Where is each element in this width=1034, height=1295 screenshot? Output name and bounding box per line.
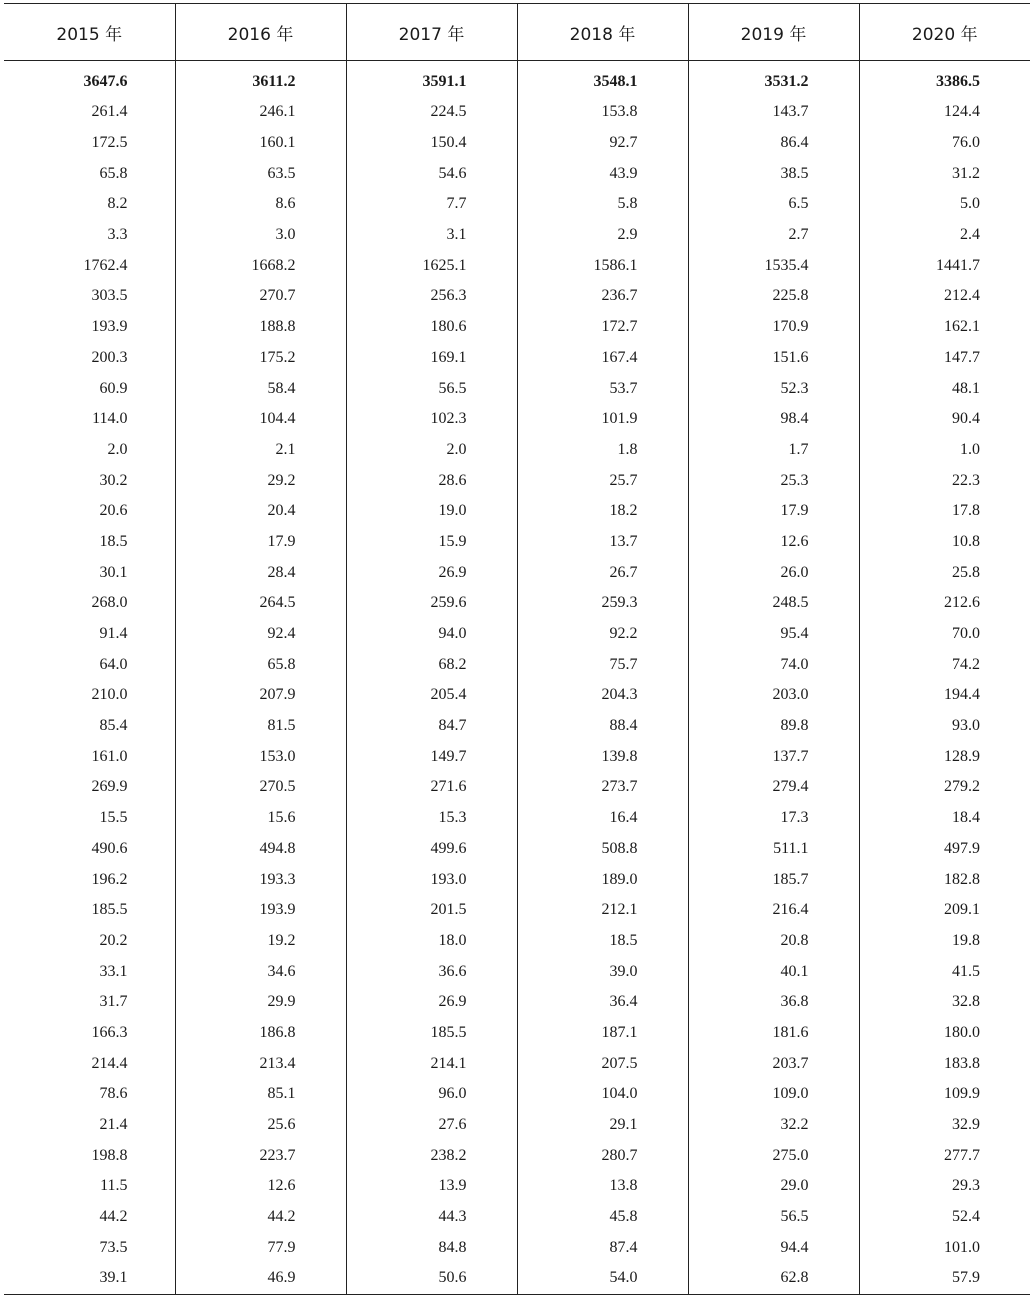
table-cell: 91.4 bbox=[99, 625, 128, 643]
table-cell: 76.0 bbox=[859, 128, 1030, 159]
table-cell: 18.4 bbox=[859, 803, 1030, 834]
table-cell: 172.7 bbox=[517, 312, 688, 343]
table-cell: 41.5 bbox=[859, 956, 1030, 987]
table-cell: 13.8 bbox=[517, 1171, 688, 1202]
table-cell: 17.8 bbox=[859, 496, 1030, 527]
table-cell: 2.1 bbox=[175, 435, 346, 466]
table-cell: 214.1 bbox=[346, 1048, 517, 1079]
table-cell: 188.8 bbox=[175, 312, 346, 343]
table-cell: 2.7 bbox=[688, 220, 859, 251]
table-cell: 204.3 bbox=[517, 680, 688, 711]
table-cell: 25.7 bbox=[517, 465, 688, 496]
header-row bbox=[4, 4, 1030, 61]
table-cell: 279.2 bbox=[859, 772, 1030, 803]
table-cell: 1.8 bbox=[517, 435, 688, 466]
table-cell: 3647.6 bbox=[83, 73, 128, 90]
table-row bbox=[4, 1048, 1030, 1079]
table-cell: 54.6 bbox=[346, 158, 517, 189]
table-cell: 1.0 bbox=[859, 435, 1030, 466]
table-cell: 16.4 bbox=[517, 803, 688, 834]
table-row bbox=[4, 1171, 1030, 1202]
table-cell: 494.8 bbox=[175, 834, 346, 865]
table-cell: 189.0 bbox=[517, 864, 688, 895]
table-cell: 3548.1 bbox=[517, 61, 688, 98]
table-cell: 128.9 bbox=[859, 741, 1030, 772]
table-row bbox=[4, 220, 1030, 251]
table-cell: 213.4 bbox=[175, 1048, 346, 1079]
table-cell: 303.5 bbox=[91, 287, 128, 305]
table-cell: 13.7 bbox=[517, 527, 688, 558]
table-row bbox=[4, 987, 1030, 1018]
table-cell: 36.8 bbox=[688, 987, 859, 1018]
table-cell: 98.4 bbox=[688, 404, 859, 435]
table-cell: 269.9 bbox=[91, 778, 128, 796]
table-row bbox=[4, 465, 1030, 496]
table-cell: 92.7 bbox=[517, 128, 688, 159]
table-cell: 18.2 bbox=[517, 496, 688, 527]
table-row bbox=[4, 588, 1030, 619]
table-cell: 5.8 bbox=[517, 189, 688, 220]
table-cell: 36.4 bbox=[517, 987, 688, 1018]
table-cell: 270.7 bbox=[175, 281, 346, 312]
table-cell: 193.0 bbox=[346, 864, 517, 895]
table-cell: 32.2 bbox=[688, 1110, 859, 1141]
table-cell: 52.4 bbox=[859, 1202, 1030, 1233]
table-cell: 102.3 bbox=[346, 404, 517, 435]
table-cell: 19.0 bbox=[346, 496, 517, 527]
table-cell: 45.8 bbox=[517, 1202, 688, 1233]
table-cell: 2.9 bbox=[517, 220, 688, 251]
table-cell: 20.8 bbox=[688, 926, 859, 957]
table-cell: 109.0 bbox=[688, 1079, 859, 1110]
table-cell: 84.7 bbox=[346, 711, 517, 742]
table-cell: 3591.1 bbox=[346, 61, 517, 98]
table-cell: 36.6 bbox=[346, 956, 517, 987]
table-cell: 30.1 bbox=[99, 563, 128, 581]
table-cell: 180.0 bbox=[859, 1018, 1030, 1049]
table-cell: 264.5 bbox=[175, 588, 346, 619]
table-cell: 162.1 bbox=[859, 312, 1030, 343]
table-cell: 490.6 bbox=[91, 839, 128, 857]
table-cell: 210.0 bbox=[91, 686, 128, 704]
table-cell: 1668.2 bbox=[175, 250, 346, 281]
table-cell: 124.4 bbox=[859, 97, 1030, 128]
table-cell: 28.6 bbox=[346, 465, 517, 496]
table-cell: 277.7 bbox=[859, 1140, 1030, 1171]
table-cell: 205.4 bbox=[346, 680, 517, 711]
column-header-5: 2020 年 bbox=[859, 4, 1030, 61]
table-cell: 114.0 bbox=[92, 410, 128, 428]
table-cell: 30.2 bbox=[99, 471, 128, 489]
table-cell: 85.4 bbox=[99, 717, 128, 735]
table-cell: 1535.4 bbox=[688, 250, 859, 281]
table-cell: 200.3 bbox=[91, 348, 128, 366]
column-header-4: 2019 年 bbox=[688, 4, 859, 61]
table-cell: 193.9 bbox=[91, 318, 128, 336]
table-cell: 139.8 bbox=[517, 741, 688, 772]
table-cell: 73.5 bbox=[99, 1238, 128, 1256]
table-cell: 212.4 bbox=[859, 281, 1030, 312]
table-row bbox=[4, 373, 1030, 404]
table-cell: 29.9 bbox=[175, 987, 346, 1018]
table-cell: 104.4 bbox=[175, 404, 346, 435]
table-cell: 101.0 bbox=[859, 1232, 1030, 1263]
table-cell: 52.3 bbox=[688, 373, 859, 404]
table-row bbox=[4, 1110, 1030, 1141]
table-cell: 259.3 bbox=[517, 588, 688, 619]
table-cell: 161.0 bbox=[91, 747, 128, 765]
table-row bbox=[4, 619, 1030, 650]
table-cell: 147.7 bbox=[859, 343, 1030, 374]
table-cell: 169.1 bbox=[346, 343, 517, 374]
table-cell: 13.9 bbox=[346, 1171, 517, 1202]
table-cell: 167.4 bbox=[517, 343, 688, 374]
table-cell: 280.7 bbox=[517, 1140, 688, 1171]
table-cell: 153.0 bbox=[175, 741, 346, 772]
table-row bbox=[4, 250, 1030, 281]
table-cell: 17.9 bbox=[175, 527, 346, 558]
table-cell: 225.8 bbox=[688, 281, 859, 312]
table-cell: 74.2 bbox=[859, 649, 1030, 680]
table-cell: 88.4 bbox=[517, 711, 688, 742]
table-cell: 193.9 bbox=[175, 895, 346, 926]
table-cell: 15.9 bbox=[346, 527, 517, 558]
table-cell: 268.0 bbox=[91, 594, 128, 612]
table-cell: 137.7 bbox=[688, 741, 859, 772]
table-cell: 68.2 bbox=[346, 649, 517, 680]
table-cell: 64.0 bbox=[99, 655, 128, 673]
table-cell: 2.4 bbox=[859, 220, 1030, 251]
table-cell: 246.1 bbox=[175, 97, 346, 128]
column-header-2: 2017 年 bbox=[346, 4, 517, 61]
table-cell: 6.5 bbox=[688, 189, 859, 220]
table-cell: 170.9 bbox=[688, 312, 859, 343]
table-row bbox=[4, 97, 1030, 128]
table-cell: 17.3 bbox=[688, 803, 859, 834]
table-row bbox=[4, 1079, 1030, 1110]
table-cell: 65.8 bbox=[99, 164, 128, 182]
table-cell: 81.5 bbox=[175, 711, 346, 742]
table-cell: 508.8 bbox=[517, 834, 688, 865]
table-cell: 150.4 bbox=[346, 128, 517, 159]
table-cell: 62.8 bbox=[688, 1263, 859, 1294]
table-cell: 511.1 bbox=[688, 834, 859, 865]
table-cell: 29.3 bbox=[859, 1171, 1030, 1202]
table-cell: 109.9 bbox=[859, 1079, 1030, 1110]
table-cell: 78.6 bbox=[99, 1085, 128, 1103]
table-cell: 25.8 bbox=[859, 557, 1030, 588]
table-cell: 29.1 bbox=[517, 1110, 688, 1141]
table-cell: 166.3 bbox=[91, 1023, 128, 1041]
table-cell: 31.7 bbox=[99, 993, 128, 1011]
table-cell: 207.9 bbox=[175, 680, 346, 711]
table-cell: 8.2 bbox=[107, 195, 128, 213]
table-cell: 224.5 bbox=[346, 97, 517, 128]
table-cell: 270.5 bbox=[175, 772, 346, 803]
table-cell: 46.9 bbox=[175, 1263, 346, 1294]
table-cell: 273.7 bbox=[517, 772, 688, 803]
table-cell: 499.6 bbox=[346, 834, 517, 865]
table-row bbox=[4, 343, 1030, 374]
table-cell: 65.8 bbox=[175, 649, 346, 680]
table-cell: 19.2 bbox=[175, 926, 346, 957]
table-cell: 21.4 bbox=[99, 1116, 128, 1134]
table-row bbox=[4, 404, 1030, 435]
column-header-0: 2015 年 bbox=[4, 4, 175, 61]
table-cell: 96.0 bbox=[346, 1079, 517, 1110]
table-row bbox=[4, 834, 1030, 865]
table-cell: 19.8 bbox=[859, 926, 1030, 957]
table-cell: 29.0 bbox=[688, 1171, 859, 1202]
table-cell: 50.6 bbox=[346, 1263, 517, 1294]
table-cell: 261.4 bbox=[91, 103, 128, 121]
table-cell: 20.6 bbox=[99, 502, 128, 520]
table-cell: 70.0 bbox=[859, 619, 1030, 650]
table-cell: 183.8 bbox=[859, 1048, 1030, 1079]
table-cell: 39.0 bbox=[517, 956, 688, 987]
table-cell: 1625.1 bbox=[346, 250, 517, 281]
table-cell: 28.4 bbox=[175, 557, 346, 588]
table-cell: 194.4 bbox=[859, 680, 1030, 711]
table-cell: 26.7 bbox=[517, 557, 688, 588]
table-row bbox=[4, 312, 1030, 343]
table-row bbox=[4, 1232, 1030, 1263]
table-cell: 1586.1 bbox=[517, 250, 688, 281]
table-cell: 3.0 bbox=[175, 220, 346, 251]
table-cell: 3.1 bbox=[346, 220, 517, 251]
table-cell: 3611.2 bbox=[175, 61, 346, 98]
table-cell: 93.0 bbox=[859, 711, 1030, 742]
table-row bbox=[4, 61, 1030, 98]
column-header-1: 2016 年 bbox=[175, 4, 346, 61]
table-cell: 238.2 bbox=[346, 1140, 517, 1171]
table-cell: 39.1 bbox=[4, 1263, 175, 1294]
table-row bbox=[4, 956, 1030, 987]
table-cell: 198.8 bbox=[91, 1146, 128, 1164]
table-cell: 48.1 bbox=[859, 373, 1030, 404]
table-cell: 187.1 bbox=[517, 1018, 688, 1049]
table-cell: 193.3 bbox=[175, 864, 346, 895]
statistics-table bbox=[4, 3, 1030, 1295]
table-cell: 1441.7 bbox=[859, 250, 1030, 281]
table-row bbox=[4, 496, 1030, 527]
table-cell: 95.4 bbox=[688, 619, 859, 650]
table-cell: 196.2 bbox=[91, 870, 128, 888]
table-cell: 44.2 bbox=[99, 1208, 128, 1226]
table-cell: 75.7 bbox=[517, 649, 688, 680]
table-cell: 86.4 bbox=[688, 128, 859, 159]
table-row bbox=[4, 1140, 1030, 1171]
table-cell: 12.6 bbox=[175, 1171, 346, 1202]
table-cell: 101.9 bbox=[517, 404, 688, 435]
table-cell: 89.8 bbox=[688, 711, 859, 742]
table-cell: 1762.4 bbox=[83, 256, 128, 274]
table-cell: 18.5 bbox=[99, 532, 128, 550]
table-cell: 186.8 bbox=[175, 1018, 346, 1049]
table-row bbox=[4, 128, 1030, 159]
table-cell: 209.1 bbox=[859, 895, 1030, 926]
table-cell: 15.3 bbox=[346, 803, 517, 834]
table-row bbox=[4, 711, 1030, 742]
table-cell: 497.9 bbox=[859, 834, 1030, 865]
table-cell: 32.8 bbox=[859, 987, 1030, 1018]
table-cell: 18.0 bbox=[346, 926, 517, 957]
table-row bbox=[4, 281, 1030, 312]
table-cell: 25.6 bbox=[175, 1110, 346, 1141]
table-cell: 279.4 bbox=[688, 772, 859, 803]
table-cell: 92.2 bbox=[517, 619, 688, 650]
table-cell: 87.4 bbox=[517, 1232, 688, 1263]
table-cell: 84.8 bbox=[346, 1232, 517, 1263]
table-cell: 181.6 bbox=[688, 1018, 859, 1049]
table-cell: 44.2 bbox=[175, 1202, 346, 1233]
table-cell: 236.7 bbox=[517, 281, 688, 312]
table-cell: 15.6 bbox=[175, 803, 346, 834]
table-cell: 151.6 bbox=[688, 343, 859, 374]
table-cell: 26.9 bbox=[346, 987, 517, 1018]
table-cell: 44.3 bbox=[346, 1202, 517, 1233]
table-cell: 160.1 bbox=[175, 128, 346, 159]
table-cell: 149.7 bbox=[346, 741, 517, 772]
table-cell: 38.5 bbox=[688, 158, 859, 189]
table-row bbox=[4, 435, 1030, 466]
table-cell: 180.6 bbox=[346, 312, 517, 343]
table-cell: 10.8 bbox=[859, 527, 1030, 558]
table-cell: 143.7 bbox=[688, 97, 859, 128]
table-cell: 223.7 bbox=[175, 1140, 346, 1171]
table-cell: 26.9 bbox=[346, 557, 517, 588]
table-cell: 15.5 bbox=[99, 809, 128, 827]
table-cell: 248.5 bbox=[688, 588, 859, 619]
table-cell: 203.7 bbox=[688, 1048, 859, 1079]
table-body bbox=[4, 61, 1030, 1295]
table-cell: 5.0 bbox=[859, 189, 1030, 220]
table-cell: 2.0 bbox=[346, 435, 517, 466]
table-cell: 56.5 bbox=[346, 373, 517, 404]
table-cell: 94.0 bbox=[346, 619, 517, 650]
table-cell: 3386.5 bbox=[859, 61, 1030, 98]
table-cell: 271.6 bbox=[346, 772, 517, 803]
table-cell: 172.5 bbox=[91, 134, 128, 152]
table-cell: 54.0 bbox=[517, 1263, 688, 1294]
table-row bbox=[4, 803, 1030, 834]
table-cell: 77.9 bbox=[175, 1232, 346, 1263]
table-row bbox=[4, 926, 1030, 957]
table-cell: 256.3 bbox=[346, 281, 517, 312]
table-row bbox=[4, 772, 1030, 803]
table-cell: 207.5 bbox=[517, 1048, 688, 1079]
table-cell: 259.6 bbox=[346, 588, 517, 619]
table-cell: 17.9 bbox=[688, 496, 859, 527]
table-row bbox=[4, 1202, 1030, 1233]
table-row bbox=[4, 557, 1030, 588]
table-cell: 214.4 bbox=[91, 1054, 128, 1072]
table-row bbox=[4, 741, 1030, 772]
table-cell: 32.9 bbox=[859, 1110, 1030, 1141]
table-cell: 27.6 bbox=[346, 1110, 517, 1141]
table-cell: 7.7 bbox=[346, 189, 517, 220]
table-cell: 29.2 bbox=[175, 465, 346, 496]
table-cell: 275.0 bbox=[688, 1140, 859, 1171]
table-cell: 31.2 bbox=[859, 158, 1030, 189]
table-row bbox=[4, 895, 1030, 926]
table-cell: 40.1 bbox=[688, 956, 859, 987]
table-cell: 90.4 bbox=[859, 404, 1030, 435]
table-row bbox=[4, 680, 1030, 711]
table-cell: 18.5 bbox=[517, 926, 688, 957]
table-cell: 53.7 bbox=[517, 373, 688, 404]
table-cell: 22.3 bbox=[859, 465, 1030, 496]
table-cell: 94.4 bbox=[688, 1232, 859, 1263]
table-cell: 43.9 bbox=[517, 158, 688, 189]
table-cell: 182.8 bbox=[859, 864, 1030, 895]
table-row bbox=[4, 189, 1030, 220]
table-row bbox=[4, 1018, 1030, 1049]
table-cell: 63.5 bbox=[175, 158, 346, 189]
table-cell: 153.8 bbox=[517, 97, 688, 128]
table-cell: 185.7 bbox=[688, 864, 859, 895]
table-cell: 216.4 bbox=[688, 895, 859, 926]
table-cell: 74.0 bbox=[688, 649, 859, 680]
table-cell: 92.4 bbox=[175, 619, 346, 650]
table-cell: 1.7 bbox=[688, 435, 859, 466]
table-cell: 20.2 bbox=[99, 931, 128, 949]
table-cell: 185.5 bbox=[346, 1018, 517, 1049]
table-cell: 25.3 bbox=[688, 465, 859, 496]
table-cell: 33.1 bbox=[99, 962, 128, 980]
table-cell: 203.0 bbox=[688, 680, 859, 711]
table-cell: 8.6 bbox=[175, 189, 346, 220]
table-cell: 104.0 bbox=[517, 1079, 688, 1110]
table-cell: 175.2 bbox=[175, 343, 346, 374]
table-cell: 34.6 bbox=[175, 956, 346, 987]
table-row bbox=[4, 158, 1030, 189]
table-cell: 212.1 bbox=[517, 895, 688, 926]
table-cell: 57.9 bbox=[859, 1263, 1030, 1294]
table-cell: 3531.2 bbox=[688, 61, 859, 98]
table-cell: 212.6 bbox=[859, 588, 1030, 619]
table-row bbox=[4, 527, 1030, 558]
table-cell: 58.4 bbox=[175, 373, 346, 404]
table-row bbox=[4, 864, 1030, 895]
table-cell: 2.0 bbox=[107, 440, 128, 458]
column-header-3: 2018 年 bbox=[517, 4, 688, 61]
table-row bbox=[4, 649, 1030, 680]
table-cell: 60.9 bbox=[99, 379, 128, 397]
table-cell: 20.4 bbox=[175, 496, 346, 527]
table-cell: 11.5 bbox=[100, 1177, 128, 1195]
table-cell: 26.0 bbox=[688, 557, 859, 588]
table-cell: 85.1 bbox=[175, 1079, 346, 1110]
table-cell: 56.5 bbox=[688, 1202, 859, 1233]
table-cell: 12.6 bbox=[688, 527, 859, 558]
table-cell: 185.5 bbox=[91, 901, 128, 919]
table-cell: 3.3 bbox=[107, 226, 128, 244]
table-cell: 201.5 bbox=[346, 895, 517, 926]
